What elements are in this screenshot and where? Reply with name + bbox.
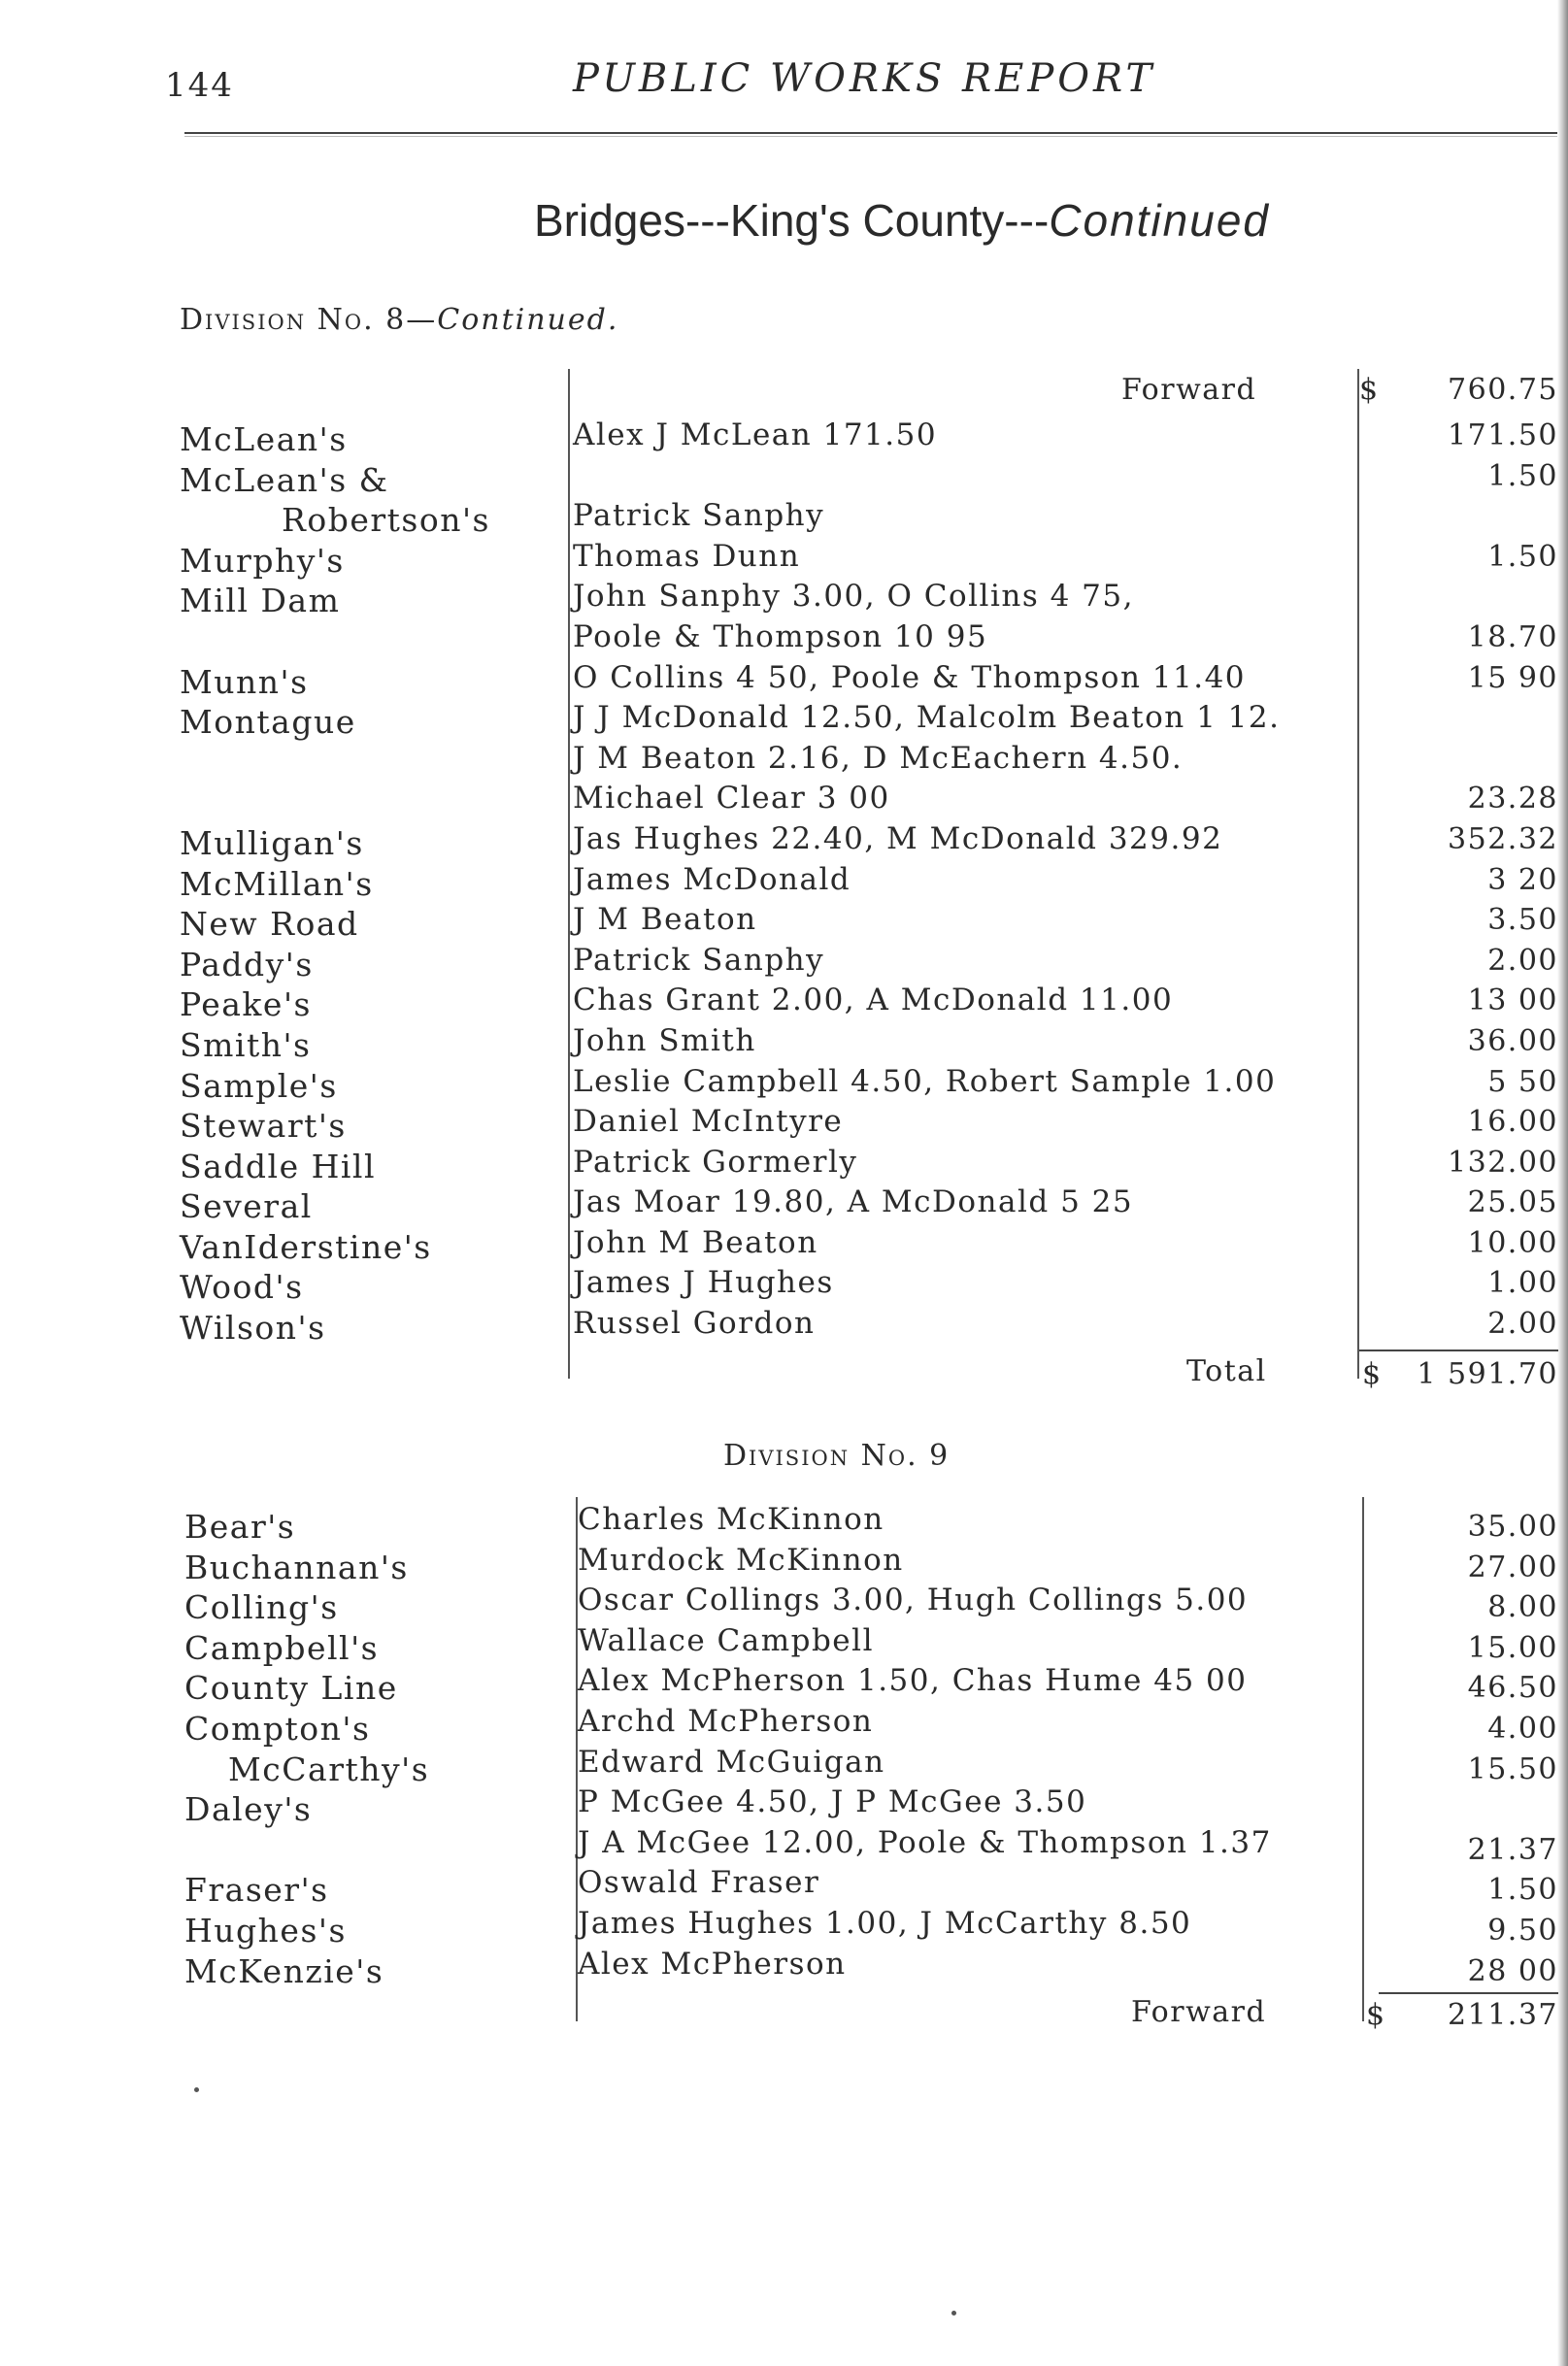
bridge-name: Compton's — [184, 1709, 371, 1748]
amount-value: 35.00 — [1467, 1510, 1558, 1544]
amount-value: 1.00 — [1487, 1266, 1558, 1301]
amount-value — [1359, 1789, 1558, 1830]
division-8-total-label: Total — [1186, 1354, 1267, 1388]
amount-value: 132.00 — [1448, 1145, 1558, 1180]
page-edge-shadow — [1557, 0, 1568, 2366]
amount-value: 46.50 — [1467, 1671, 1558, 1706]
header-rule — [184, 132, 1563, 134]
amount-value: 15.50 — [1467, 1751, 1558, 1786]
division-9-forward-dollar: $ — [1366, 1998, 1385, 2032]
payee-entry: J M Beaton 2.16, D McEachern 4.50. — [573, 740, 1184, 776]
section-title-continued: Continued — [1049, 195, 1270, 246]
amount-value: 352.32 — [1448, 821, 1558, 856]
division-8-total-rule — [1359, 1350, 1558, 1351]
amount-value: 1.50 — [1487, 539, 1558, 574]
payee-entry: James McDonald — [573, 861, 851, 897]
division-9-bridge-column — [184, 1507, 429, 1991]
bridge-name: Montague — [180, 703, 356, 742]
payee-entry: P McGee 4.50, J P McGee 3.50 — [578, 1784, 1087, 1820]
amount-value — [1359, 496, 1558, 537]
bridge-name: Fraser's — [184, 1871, 329, 1910]
amount-value: 16.00 — [1467, 1105, 1558, 1140]
payee-entry: Russel Gordon — [573, 1306, 816, 1342]
division-8-total-amount: 1 591.70 — [1417, 1357, 1558, 1391]
division-8-forward-amount: 760.75 — [1448, 373, 1558, 407]
division-9-payee-column — [578, 1500, 1272, 1984]
amount-value: 2.00 — [1487, 1307, 1558, 1342]
payee-entry: Michael Clear 3 00 — [573, 781, 890, 816]
payee-entry: Thomas Dunn — [573, 538, 801, 574]
payee-entry: Patrick Gormerly — [573, 1144, 858, 1180]
bridge-name: Mulligan's — [180, 823, 364, 862]
payee-entry: Chas Grant 2.00, A McDonald 11.00 — [573, 983, 1174, 1018]
amount-value: 13 00 — [1467, 983, 1558, 1018]
bridge-name: VanIderstine's — [180, 1227, 432, 1266]
payee-entry: Leslie Campbell 4.50, Robert Sample 1.00 — [573, 1063, 1277, 1099]
payee-entry: Edward McGuigan — [578, 1744, 885, 1780]
bridge-name — [184, 1830, 429, 1871]
amount-value — [1359, 739, 1558, 780]
division-8-heading — [180, 303, 618, 337]
division-9-forward-rule — [1379, 1992, 1558, 1994]
amount-value: 18.70 — [1467, 619, 1558, 654]
bridge-name: Colling's — [184, 1588, 339, 1627]
amount-value — [1359, 698, 1558, 739]
bridge-name: New Road — [180, 905, 359, 944]
payee-entry: James Hughes 1.00, J McCarthy 8.50 — [578, 1905, 1192, 1941]
bridge-name: McMillan's — [180, 864, 374, 903]
payee-entry: J J McDonald 12.50, Malcolm Beaton 1 12. — [573, 700, 1281, 736]
division-8-forward-label: Forward — [1121, 373, 1257, 407]
division-9-heading: Division No. 9 — [723, 1439, 951, 1473]
bridge-name: McLean's — [180, 420, 348, 458]
amount-value: 2.00 — [1487, 943, 1558, 978]
amount-value: 171.50 — [1448, 418, 1558, 452]
amount-value: 1.50 — [1487, 1873, 1558, 1908]
bridge-name: Sample's — [180, 1066, 338, 1105]
payee-entry: Alex McPherson — [578, 1946, 847, 1982]
amount-value: 9.50 — [1487, 1913, 1558, 1948]
division-8-amount-column — [1359, 416, 1558, 1345]
bridge-name: Daley's — [184, 1790, 313, 1829]
payee-entry: Patrick Sanphy — [573, 498, 825, 534]
payee-entry: Alex McPherson 1.50, Chas Hume 45 00 — [578, 1663, 1248, 1699]
payee-entry: John Sanphy 3.00, O Collins 4 75, — [573, 579, 1134, 615]
amount-value: 4.00 — [1487, 1711, 1558, 1746]
amount-value: 28 00 — [1467, 1953, 1558, 1988]
division-9-forward-label: Forward — [1131, 1995, 1267, 2029]
amount-value: 15 90 — [1467, 660, 1558, 695]
bridge-name: Stewart's — [180, 1107, 347, 1146]
amount-value: 1.50 — [1487, 458, 1558, 493]
payee-entry: John M Beaton — [573, 1224, 818, 1260]
payee-entry: Alex J McLean 171.50 — [573, 417, 938, 452]
amount-value: 21.37 — [1467, 1832, 1558, 1867]
section-title-main: Bridges---King's County--- — [534, 195, 1050, 246]
bridge-name: McCarthy's — [228, 1750, 430, 1788]
payee-entry: O Collins 4 50, Poole & Thompson 11.40 — [573, 659, 1247, 695]
running-title: PUBLIC WORKS REPORT — [573, 56, 1156, 101]
division-8-bridge-column — [180, 419, 490, 1349]
amount-value: 15.00 — [1467, 1630, 1558, 1665]
amount-value: 3 20 — [1487, 862, 1558, 897]
payee-entry: Patrick Sanphy — [573, 942, 825, 978]
division-8-column-rule — [568, 369, 570, 1379]
amount-value — [1359, 577, 1558, 617]
bridge-name — [180, 783, 490, 823]
bridge-name — [180, 621, 490, 662]
division-8-heading-text: Division No. 8— — [180, 303, 438, 337]
amount-value: 23.28 — [1467, 782, 1558, 816]
payee-entry: J A McGee 12.00, Poole & Thompson 1.37 — [578, 1824, 1272, 1860]
bridge-name — [180, 743, 490, 783]
amount-value: 5 50 — [1487, 1064, 1558, 1099]
payee-entry: Jas Hughes 22.40, M McDonald 329.92 — [573, 820, 1223, 856]
scan-speck — [951, 2311, 956, 2316]
payee-entry: Oscar Collings 3.00, Hugh Collings 5.00 — [578, 1583, 1249, 1618]
bridge-name: Robertson's — [282, 501, 490, 540]
bridge-name: Murphy's — [180, 541, 345, 580]
payee-entry: Charles McKinnon — [578, 1502, 884, 1537]
payee-entry: Oswald Fraser — [578, 1865, 820, 1901]
bridge-name: Paddy's — [180, 945, 314, 983]
bridge-name: County Line — [184, 1669, 398, 1708]
bridge-name: Several — [180, 1187, 313, 1226]
payee-entry: Poole & Thompson 10 95 — [573, 618, 988, 654]
header-rule-thin — [184, 136, 1563, 137]
division-9-forward-amount: 211.37 — [1448, 1998, 1558, 2032]
payee-entry: John Smith — [573, 1022, 756, 1058]
bridge-name: Smith's — [180, 1025, 312, 1064]
bridge-name: Campbell's — [184, 1628, 380, 1667]
bridge-name: McLean's & — [180, 460, 389, 499]
payee-entry — [573, 456, 1280, 497]
payee-entry: Jas Moar 19.80, A McDonald 5 25 — [573, 1184, 1134, 1220]
division-8-payee-column — [573, 416, 1280, 1345]
bridge-name: Peake's — [180, 985, 312, 1024]
bridge-name: Munn's — [180, 662, 309, 701]
payee-entry: James J Hughes — [573, 1265, 834, 1301]
amount-value: 10.00 — [1467, 1225, 1558, 1260]
division-8-total-dollar: $ — [1362, 1357, 1382, 1391]
bridge-name: Wilson's — [180, 1309, 326, 1348]
bridge-name: Hughes's — [184, 1911, 347, 1949]
division-8-heading-continued: Continued. — [437, 303, 619, 337]
payee-entry: Daniel McIntyre — [573, 1104, 844, 1140]
bridge-name: Wood's — [180, 1268, 304, 1307]
page-number: 144 — [165, 66, 234, 105]
section-title — [534, 194, 1270, 247]
payee-entry: Murdock McKinnon — [578, 1542, 904, 1578]
division-9-amount-column — [1359, 1507, 1558, 1991]
amount-value: 8.00 — [1487, 1590, 1558, 1625]
amount-value: 27.00 — [1467, 1550, 1558, 1584]
amount-value: 25.05 — [1467, 1185, 1558, 1220]
bridge-name: Buchannan's — [184, 1548, 409, 1586]
bridge-name: Saddle Hill — [180, 1147, 377, 1185]
bridge-name: Mill Dam — [180, 582, 341, 620]
scan-speck — [194, 2087, 199, 2092]
payee-entry: Wallace Campbell — [578, 1622, 874, 1658]
amount-value: 3.50 — [1487, 903, 1558, 938]
division-8-forward-dollar: $ — [1359, 373, 1379, 407]
bridge-name: McKenzie's — [184, 1951, 384, 1990]
amount-value: 36.00 — [1467, 1023, 1558, 1058]
payee-entry: Archd McPherson — [578, 1703, 874, 1739]
payee-entry: J M Beaton — [573, 902, 757, 938]
bridge-name: Bear's — [184, 1508, 296, 1546]
